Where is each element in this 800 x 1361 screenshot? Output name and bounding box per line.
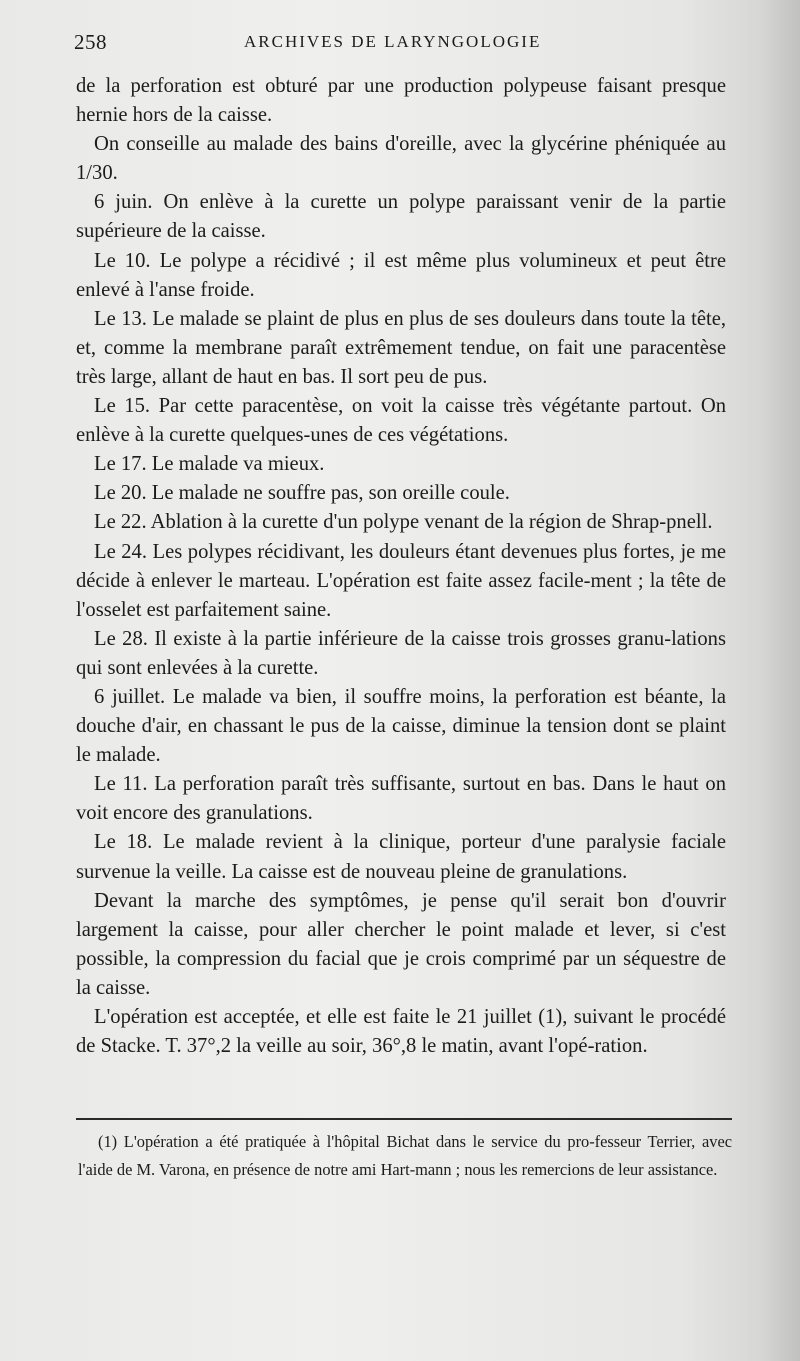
footnote-text: (1) L'opération a été pratiquée à l'hôpital Bichat dans le service du pro-fesseur Terrier, avec l'aide de M. Varona, en présence de notre ami Hart-mann ; nous les remercions de leur assistance. xyxy=(78,1132,732,1179)
running-head xyxy=(74,30,714,58)
footnote xyxy=(78,1128,732,1184)
paragraph-bains-oreille: On conseille au malade des bains d'oreille, avec la glycérine phéniquée au 1/30. xyxy=(76,133,726,185)
paragraph-devant-la-marche: Devant la marche des symptômes, je pense qu'il serait bon d'ouvrir largement la caisse, pour aller chercher le point malade et lever, si c'est possible, la compression du facial que je crois comprimé par un séquestre de la caisse. xyxy=(76,889,726,999)
paragraph-continuation: de la perforation est obturé par une production polypeuse faisant presque hernie hors de la caisse. xyxy=(76,75,726,127)
paragraph-le-17: Le 17. Le malade va mieux. xyxy=(94,453,325,476)
journal-title: ARCHIVES DE LARYNGOLOGIE xyxy=(244,32,542,51)
page-edge-shadow xyxy=(760,0,800,1361)
paragraph-le-11: Le 11. La perforation paraît très suffisante, surtout en bas. Dans le haut on voit encore des granulations. xyxy=(76,773,726,825)
paragraph-le-15: Le 15. Par cette paracentèse, on voit la caisse très végétante partout. On enlève à la curette quelques-unes de ces végétations. xyxy=(76,395,726,447)
paragraph-operation-acceptee: L'opération est acceptée, et elle est faite le 21 juillet (1), suivant le procédé de Stacke. T. 37°,2 la veille au soir, 36°,8 le matin, avant l'opé-ration. xyxy=(76,1006,726,1058)
paragraph-le-18: Le 18. Le malade revient à la clinique, porteur d'une paralysie faciale survenue la veille. La caisse est de nouveau pleine de granulations. xyxy=(76,831,726,883)
paragraph-le-24: Le 24. Les polypes récidivant, les douleurs étant devenues plus fortes, je me décide à enlever le marteau. L'opération est faite assez facile-ment ; la tête de l'osselet est parfaitement saine. xyxy=(76,540,726,621)
paragraph-le-13: Le 13. Le malade se plaint de plus en plus de ses douleurs dans toute la tête, et, comme la membrane paraît extrêmement tendue, on fait une paracentèse très large, allant de haut en bas. Il sort peu de pus. xyxy=(76,307,726,388)
footnote-rule xyxy=(76,1118,732,1120)
paragraph-6-juillet: 6 juillet. Le malade va bien, il souffre moins, la perforation est béante, la douche d'air, en chassant le pus de la caisse, diminue la tension dont se plaint le malade. xyxy=(76,685,726,767)
paragraph-le-28: Le 28. Il existe à la partie inférieure de la caisse trois grosses granu-lations qui sont enlevées à la curette. xyxy=(76,627,726,679)
page-number: 258 xyxy=(74,30,107,54)
body-text xyxy=(76,72,726,1061)
paragraph-le-22: Le 22. Ablation à la curette d'un polype venant de la région de Shrap-pnell. xyxy=(94,511,713,534)
paragraph-le-20: Le 20. Le malade ne souffre pas, son oreille coule. xyxy=(94,482,510,505)
paragraph-6-juin: 6 juin. On enlève à la curette un polype paraissant venir de la partie supérieure de la caisse. xyxy=(76,191,726,243)
paragraph-le-10: Le 10. Le polype a récidivé ; il est même plus volumineux et peut être enlevé à l'anse froide. xyxy=(76,249,726,301)
